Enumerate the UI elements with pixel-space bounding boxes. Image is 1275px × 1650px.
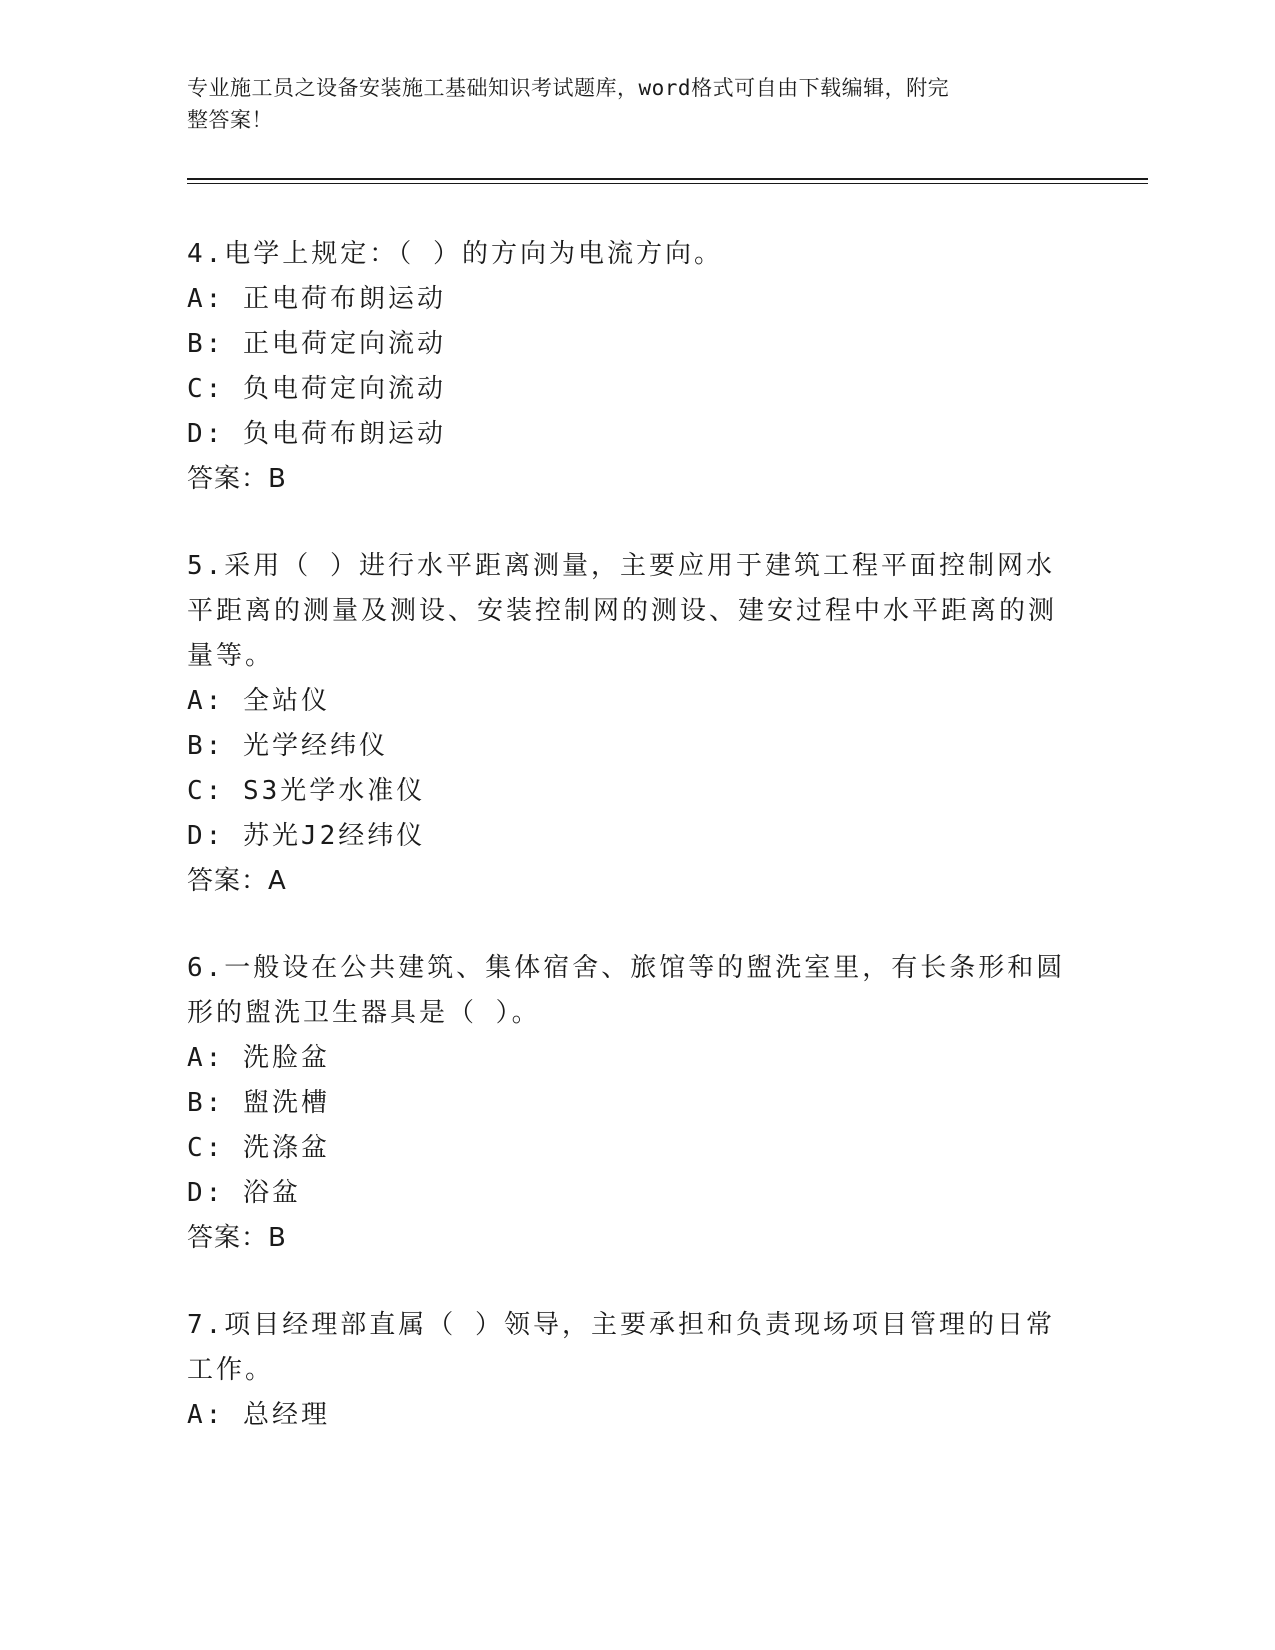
option-c: C: 负电荷定向流动 xyxy=(187,374,446,404)
option-b: B: 光学经纬仪 xyxy=(187,731,388,761)
answer: 答案：B xyxy=(187,464,287,494)
question-stem: 7.项目经理部直属（ ）领导，主要承担和负责现场项目管理的日常工作。 xyxy=(187,1310,1055,1385)
question-stem: 6.一般设在公共建筑、集体宿舍、旅馆等的盥洗室里，有长条形和圆形的盥洗卫生器具是（ ）。 xyxy=(187,953,1066,1028)
answer: 答案：B xyxy=(187,1223,287,1253)
option-c: C: 洗涤盆 xyxy=(187,1133,330,1163)
question-6 xyxy=(187,946,1067,1261)
option-b: B: 正电荷定向流动 xyxy=(187,329,446,359)
question-4 xyxy=(187,232,1067,502)
question-list xyxy=(187,232,1067,1480)
question-7 xyxy=(187,1303,1067,1438)
question-stem: 5.采用（ ）进行水平距离测量，主要应用于建筑工程平面控制网水平距离的测量及测设、安装控制网的测设、建安过程中水平距离的测量等。 xyxy=(187,551,1058,671)
option-d: D: 苏光J2经纬仪 xyxy=(187,821,426,851)
option-a: A: 总经理 xyxy=(187,1400,330,1430)
question-5 xyxy=(187,544,1067,904)
option-a: A: 全站仪 xyxy=(187,686,330,716)
header-divider-thick xyxy=(187,178,1148,180)
header-line-2: 整答案！ xyxy=(187,108,273,132)
header-line-1: 专业施工员之设备安装施工基础知识考试题库，word格式可自由下载编辑，附完 xyxy=(187,76,950,100)
option-d: D: 浴盆 xyxy=(187,1178,301,1208)
answer: 答案：A xyxy=(187,866,287,896)
question-stem: 4.电学上规定：（ ）的方向为电流方向。 xyxy=(187,239,723,269)
document-header xyxy=(187,72,1067,136)
option-a: A: 洗脸盆 xyxy=(187,1043,330,1073)
option-b: B: 盥洗槽 xyxy=(187,1088,330,1118)
option-d: D: 负电荷布朗运动 xyxy=(187,419,446,449)
option-c: C: S3光学水准仪 xyxy=(187,776,426,806)
option-a: A: 正电荷布朗运动 xyxy=(187,284,446,314)
header-divider-thin xyxy=(187,183,1148,184)
